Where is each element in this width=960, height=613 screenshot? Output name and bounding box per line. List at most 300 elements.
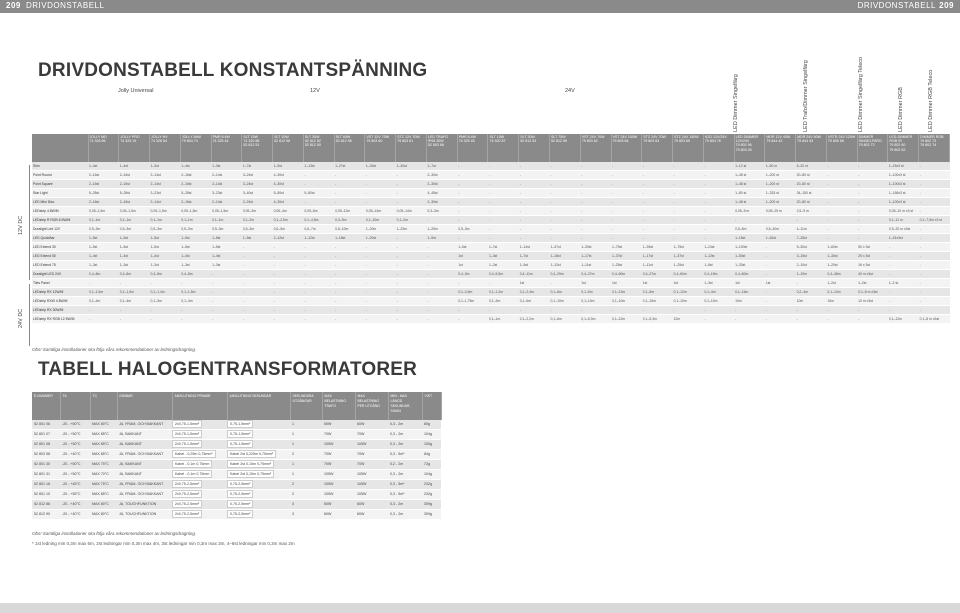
table-cell: 0,6–5m (273, 225, 304, 234)
table-cell: 1–9st (273, 162, 304, 171)
table-cell: - (765, 252, 796, 261)
table-cell: 4–45st (426, 189, 457, 198)
table-cell: 3–24st (242, 171, 273, 180)
table-cell: - (365, 243, 396, 252)
table-cell: - (242, 315, 273, 324)
table-cell: - (826, 180, 857, 189)
table-cell: 0,4–27m (642, 270, 673, 279)
table-cell: - (273, 252, 304, 261)
table-cell (227, 460, 290, 470)
table-row (32, 480, 441, 490)
table-cell: 40 m x3st (857, 270, 888, 279)
table-cell: 1–12st (703, 252, 734, 261)
boxed-value: 2x0,75-1,5mm² (172, 430, 202, 438)
table-cell: - (826, 306, 857, 315)
table-cell: - (796, 279, 827, 288)
table-cell: 0,1–2,5m (273, 216, 304, 225)
table-cell: - (611, 216, 642, 225)
table-cell: - (119, 306, 150, 315)
table-cell: - (857, 225, 888, 234)
table-cell: 1–20st (826, 261, 857, 270)
table-cell: 1 (290, 460, 322, 470)
table-cell: - (488, 198, 519, 207)
boxed-value: 0,75-1,5mm² (227, 420, 253, 428)
table-cell: 104g (422, 430, 441, 440)
table-cell: 1–27st (334, 162, 365, 171)
table-cell: - (334, 288, 365, 297)
table-row (32, 162, 950, 171)
table-cell: - (303, 270, 334, 279)
table-row (32, 510, 441, 520)
table-cell: 1–5st (88, 243, 119, 252)
table-cell: - (396, 189, 427, 198)
table-cell: 1–25st (673, 261, 704, 270)
table-cell: - (580, 306, 611, 315)
table-cell: 4–30st (273, 171, 304, 180)
table-row (32, 216, 950, 225)
table-cell: 0,1–1m (211, 216, 242, 225)
table-cell: - (519, 306, 550, 315)
table-cell: 100g (422, 440, 441, 450)
table-row (32, 189, 950, 198)
table-cell: 1–12st (549, 261, 580, 270)
table-cell: - (857, 216, 888, 225)
table-row (32, 440, 441, 450)
table-cell: - (303, 315, 334, 324)
table-cell (172, 440, 227, 450)
table-cell: 2–24st (242, 198, 273, 207)
table-cell: MAX 85°C (90, 430, 117, 440)
table-cell: - (303, 180, 334, 189)
table-cell: 0,1–10m (642, 297, 673, 306)
row-label: LED Mini Disc (32, 198, 88, 207)
table-cell: 0,5–3m (150, 225, 181, 234)
table-cell: - (888, 306, 919, 315)
table-cell: 0,1–2,2m (519, 315, 550, 324)
table-cell: 0,1–4m (119, 297, 150, 306)
column-header: STZ 24V 150W 79 803 65 (673, 134, 704, 162)
table-cell: 0,4–48m (826, 270, 857, 279)
table-cell: 1–5st (211, 234, 242, 243)
column-header: JOLLY PRO 74 325 19 (119, 134, 150, 162)
table-cell (227, 490, 290, 500)
table-cell: 0,1–1,5m (119, 288, 150, 297)
table-cell: - (303, 171, 334, 180)
table-cell (172, 490, 227, 500)
table-cell: - (519, 216, 550, 225)
table-cell: 10m (734, 297, 765, 306)
table-cell: -20 - +50°C (60, 420, 90, 430)
table-cell: 7–28st (796, 234, 827, 243)
table-cell: 72g (422, 460, 441, 470)
table-cell: - (611, 225, 642, 234)
table-cell: 1–14st (519, 243, 550, 252)
table-cell: 104g (422, 470, 441, 480)
table-cell: - (919, 243, 950, 252)
row-label: LED Extend 50 (32, 252, 88, 261)
table-cell: 70W (355, 460, 388, 470)
table-cell: - (703, 180, 734, 189)
table-cell: 0,1–1,5m (180, 288, 211, 297)
table-cell: 0,5–8m (734, 225, 765, 234)
table-cell: 34–150 st (796, 189, 827, 198)
table-cell: - (396, 180, 427, 189)
table-cell: 1–3st (88, 261, 119, 270)
table-cell: 1 (290, 420, 322, 430)
table-cell: MAX 70°C (90, 470, 117, 480)
table-cell: - (457, 279, 488, 288)
table-cell: - (703, 225, 734, 234)
table-cell: 60W (322, 420, 355, 430)
table-cell: 1–11st (580, 261, 611, 270)
table-cell: 1–80 st (734, 189, 765, 198)
table-cell: 3 (290, 500, 322, 510)
table-row (32, 420, 441, 430)
table-cell: 1st (457, 252, 488, 261)
table-cell: -20 - +50°C (60, 430, 90, 440)
table-cell: - (826, 234, 857, 243)
table-cell: 0,05–1,5m (119, 207, 150, 216)
table-cell: 2–16st (180, 198, 211, 207)
table-cell: 0,1–10m (703, 297, 734, 306)
table-cell: 1–35st (642, 243, 673, 252)
table-cell: - (457, 216, 488, 225)
table-cell: 1–2st (857, 279, 888, 288)
table-header-row (32, 392, 441, 420)
table-cell: 2,5–9 m (796, 207, 827, 216)
table-cell: 1–19m (796, 270, 827, 279)
table-cell: 1–11st (642, 261, 673, 270)
table-cell: 0,1–5m (642, 288, 673, 297)
table-cell: JA, BAKKANT (117, 430, 172, 440)
table-cell: - (611, 171, 642, 180)
table-cell: 2–30st (426, 180, 457, 189)
header-blank (32, 134, 88, 162)
table-cell: - (826, 225, 857, 234)
table-cell: - (426, 261, 457, 270)
table-cell: 1–3st (211, 162, 242, 171)
table-cell: - (365, 270, 396, 279)
table-cell: - (765, 243, 796, 252)
table-cell: - (611, 180, 642, 189)
table-cell: - (365, 252, 396, 261)
column-header: TC (90, 392, 117, 420)
table-cell: 1–4st (180, 162, 211, 171)
table-cell: - (273, 288, 304, 297)
table-cell: 1–20st (365, 234, 396, 243)
table-cell: -20 - +50°C (60, 460, 90, 470)
table-cell: 2–30st (426, 171, 457, 180)
table-cell: 52 801 30 (32, 460, 60, 470)
column-header: DIMMER RGB 79 802 73 79 802 74 (919, 134, 950, 162)
table-cell: MAX 85°C (90, 450, 117, 460)
table-cell: 0,05–4m (273, 207, 304, 216)
table-cell: - (150, 279, 181, 288)
section1-note: Obs! Samtliga installationer ska följa våra rekommendationer av ledningsdragning. (32, 347, 197, 352)
table-cell: - (734, 306, 765, 315)
table-cell: - (488, 234, 519, 243)
table-cell: - (426, 216, 457, 225)
table-cell: - (426, 279, 457, 288)
table-cell: MAX 80°C (90, 420, 117, 430)
table-cell: 1–25x3 st (888, 162, 919, 171)
table-cell: - (242, 306, 273, 315)
table-row (32, 180, 950, 189)
table-cell: - (365, 315, 396, 324)
table-cell: 1st (673, 279, 704, 288)
table-cell: - (242, 279, 273, 288)
table-cell: - (211, 315, 242, 324)
table-cell: 2–16st (180, 171, 211, 180)
table-cell: - (642, 306, 673, 315)
table-cell: - (703, 207, 734, 216)
table-cell: 1–3st (180, 261, 211, 270)
boxed-value: 2x0,75-2,5mm² (172, 500, 202, 508)
table-cell: 2–16st (119, 171, 150, 180)
table-cell: 105W (355, 470, 388, 480)
table-cell: - (242, 270, 273, 279)
boxed-value: 0,75-1,5mm² (227, 430, 253, 438)
table-cell: 52 801 16 (32, 480, 60, 490)
table-cell: - (426, 270, 457, 279)
table-cell: - (457, 189, 488, 198)
boxed-value: 2x0,75-2,5mm² (172, 490, 202, 498)
column-header: SLT 15W 74 320 87 (488, 134, 519, 162)
table-cell: 4–11m (796, 225, 827, 234)
table-cell: 1–4st (88, 252, 119, 261)
table-cell: 12m (673, 315, 704, 324)
column-header: MDR 24V 60W 79 844 43 (796, 134, 827, 162)
table-cell: - (334, 171, 365, 180)
table-cell: - (334, 198, 365, 207)
table-cell: 0,1–12m (888, 315, 919, 324)
column-header: PMR 8.4W 74 325 45 (457, 134, 488, 162)
table-cell: - (365, 171, 396, 180)
table-cell: - (857, 306, 888, 315)
table-cell: 105W (322, 470, 355, 480)
table-cell: - (888, 252, 919, 261)
table-cell: - (642, 162, 673, 171)
table-cell: - (919, 261, 950, 270)
table-cell: - (488, 189, 519, 198)
rot-label-dimmer-teleco: LED Dimmer Singelfärg Teleco (858, 56, 864, 132)
table-cell: 1–37st (549, 243, 580, 252)
table-cell: 0,05–14m (396, 207, 427, 216)
table-cell: 1–100x3 st (888, 180, 919, 189)
table-cell: -20 - +50°C (60, 470, 90, 480)
table-cell: - (549, 207, 580, 216)
boxed-value: 0,75-2,5mm² (227, 510, 253, 518)
table-cell: 10 m x3st (857, 297, 888, 306)
table-cell: - (857, 234, 888, 243)
table-cell: JA, FRAM- OCH BAKKANT (117, 490, 172, 500)
table-cell: - (303, 279, 334, 288)
table-cell: 20–80 st (796, 198, 827, 207)
table-cell: - (673, 171, 704, 180)
column-header: MAX BELASTNING TRAFO (322, 392, 355, 420)
rot-label-dimmer-rgb-teleco: LED Dimmer RGB Teleco (928, 69, 934, 132)
table-cell: - (457, 180, 488, 189)
table-cell: 2–16st (119, 180, 150, 189)
table-cell: - (365, 189, 396, 198)
table-cell: 70W (355, 450, 388, 460)
table-cell: - (334, 261, 365, 270)
table-cell: 1–24st (703, 243, 734, 252)
table-cell: - (919, 225, 950, 234)
table-cell: 20–80 st (796, 171, 827, 180)
table-cell: 0,1–1,5m (88, 288, 119, 297)
table-cell: - (826, 171, 857, 180)
column-header: SEKUNDÄRA UTGÅNGAR (290, 392, 322, 420)
group-12v (16, 165, 30, 280)
table-row (32, 470, 441, 480)
group-label-24v: 24V DC (18, 308, 24, 328)
table-cell: 1st (611, 279, 642, 288)
table-cell: - (488, 171, 519, 180)
table-cell: 1–33st (365, 162, 396, 171)
column-header: DIMMER SINGELFÄRG 79 802 72 (857, 134, 888, 162)
table-cell: - (611, 207, 642, 216)
table-cell: 0,3 - 2m (388, 420, 422, 430)
table-cell: - (611, 189, 642, 198)
table-cell: - (611, 306, 642, 315)
table-cell: - (488, 162, 519, 171)
column-header: VST 24V 70W 79 803 62 (580, 134, 611, 162)
table-cell: 0,1–11 m (888, 216, 919, 225)
table-cell: 0,4–11m (519, 270, 550, 279)
table-cell: - (211, 306, 242, 315)
table-cell: 1–12st (303, 234, 334, 243)
table-cell: - (150, 315, 181, 324)
table-cell: 0,1–10m (673, 297, 704, 306)
table-cell: - (426, 306, 457, 315)
section2-footnote: * 1st ledning min 0,3m max 6m, 2st ledningar min 0,3m max 4m, 3st ledningar min 0,3m max 3m, 4–8st ledningar min 0,3m max 2m (32, 541, 295, 546)
table-cell: 1–7st (426, 162, 457, 171)
running-title-right: DRIVDONSTABELL (857, 1, 936, 10)
table-cell: 0,1–2m (396, 216, 427, 225)
table-cell (172, 510, 227, 520)
table-cell: 0,1–3m (488, 297, 519, 306)
row-label: Star Light (32, 189, 88, 198)
table-cell: 1–5st (119, 243, 150, 252)
table-cell: - (426, 297, 457, 306)
table-cell: - (211, 270, 242, 279)
table-cell: - (426, 243, 457, 252)
table-cell: - (580, 207, 611, 216)
table-cell: 10m (826, 297, 857, 306)
table-cell: 0,1–2m (242, 216, 273, 225)
table-cell: - (211, 288, 242, 297)
table-cell: JA, FRAM- OCH BAKKANT (117, 450, 172, 460)
table-cell: 0,1–3m (150, 297, 181, 306)
table-cell: - (334, 315, 365, 324)
table-cell: 60W (355, 510, 388, 520)
table-cell: - (857, 180, 888, 189)
table-cell: 0,3 - 2m (388, 510, 422, 520)
table-cell: 1st (734, 279, 765, 288)
table-cell: 5–28st (180, 189, 211, 198)
table-cell: 0,4–8m (88, 270, 119, 279)
table-cell: 20–80 st (796, 180, 827, 189)
table-cell (227, 450, 290, 460)
table-cell: - (888, 297, 919, 306)
table-cell: 2–14st (211, 198, 242, 207)
band-label-12v: 12V (310, 88, 320, 94)
table-cell: - (334, 189, 365, 198)
table-cell: - (519, 180, 550, 189)
row-label: LEDstrip RX 12W/M (32, 288, 88, 297)
table-cell: - (396, 243, 427, 252)
table-cell: 105W (322, 490, 355, 500)
table-cell: - (242, 261, 273, 270)
table-cell: - (365, 180, 396, 189)
table-cell: - (365, 261, 396, 270)
table-cell: JA, TOUCHFUNKTION (117, 500, 172, 510)
table-cell: - (703, 198, 734, 207)
table-cell: 105W (322, 440, 355, 450)
table-cell: -20 - +55°C (60, 490, 90, 500)
table-cell: 5–28st (88, 189, 119, 198)
table-cell: - (150, 306, 181, 315)
table-row (32, 279, 950, 288)
table-cell: 2–30st (426, 198, 457, 207)
table-cell: 1–4st (88, 162, 119, 171)
column-header: SLT 75W 52 812 99 (549, 134, 580, 162)
column-header: VIKT (422, 392, 441, 420)
table-cell: - (303, 297, 334, 306)
column-header: JOLLY MINI 79 804 74 (180, 134, 211, 162)
table-cell: - (519, 162, 550, 171)
table-row (32, 261, 950, 270)
table-cell: 1–5st (180, 243, 211, 252)
boxed-value: 2x0,75-1,5mm² (172, 420, 202, 428)
table-cell: - (334, 297, 365, 306)
table-cell: 0,2–4m (796, 288, 827, 297)
table-cell: - (888, 243, 919, 252)
table-cell: - (673, 180, 704, 189)
table-cell: 52 812 86 (32, 500, 60, 510)
table-cell: 0,1–12m (673, 288, 704, 297)
table-row (32, 500, 441, 510)
table-cell: 0,5–3m (88, 225, 119, 234)
column-header: DIMBAR (117, 392, 172, 420)
table-cell: - (580, 234, 611, 243)
table-cell: 0,1–10m (826, 288, 857, 297)
table-cell: 1–75st (673, 243, 704, 252)
table-cell: - (457, 162, 488, 171)
table-cell: - (673, 189, 704, 198)
table-cell: 1–2st (488, 261, 519, 270)
table-cell: - (642, 234, 673, 243)
table-cell: - (580, 162, 611, 171)
table-cell: 1–75st (611, 243, 642, 252)
column-header: E-NUMMER (32, 392, 60, 420)
table-cell: 1 (290, 430, 322, 440)
page-number-right: 209 (939, 1, 954, 10)
table-cell: - (180, 315, 211, 324)
table-row (32, 270, 950, 279)
table-cell: - (457, 306, 488, 315)
table-cell: 0,1–1m (150, 216, 181, 225)
table-cell: 1–7st (519, 252, 550, 261)
table-cell: - (549, 234, 580, 243)
table-cell: 1–25m (426, 225, 457, 234)
table-row (32, 430, 441, 440)
table-cell: - (919, 198, 950, 207)
table-cell: - (642, 180, 673, 189)
table-cell: - (88, 315, 119, 324)
table-cell: 0,1–4,5m (303, 216, 334, 225)
